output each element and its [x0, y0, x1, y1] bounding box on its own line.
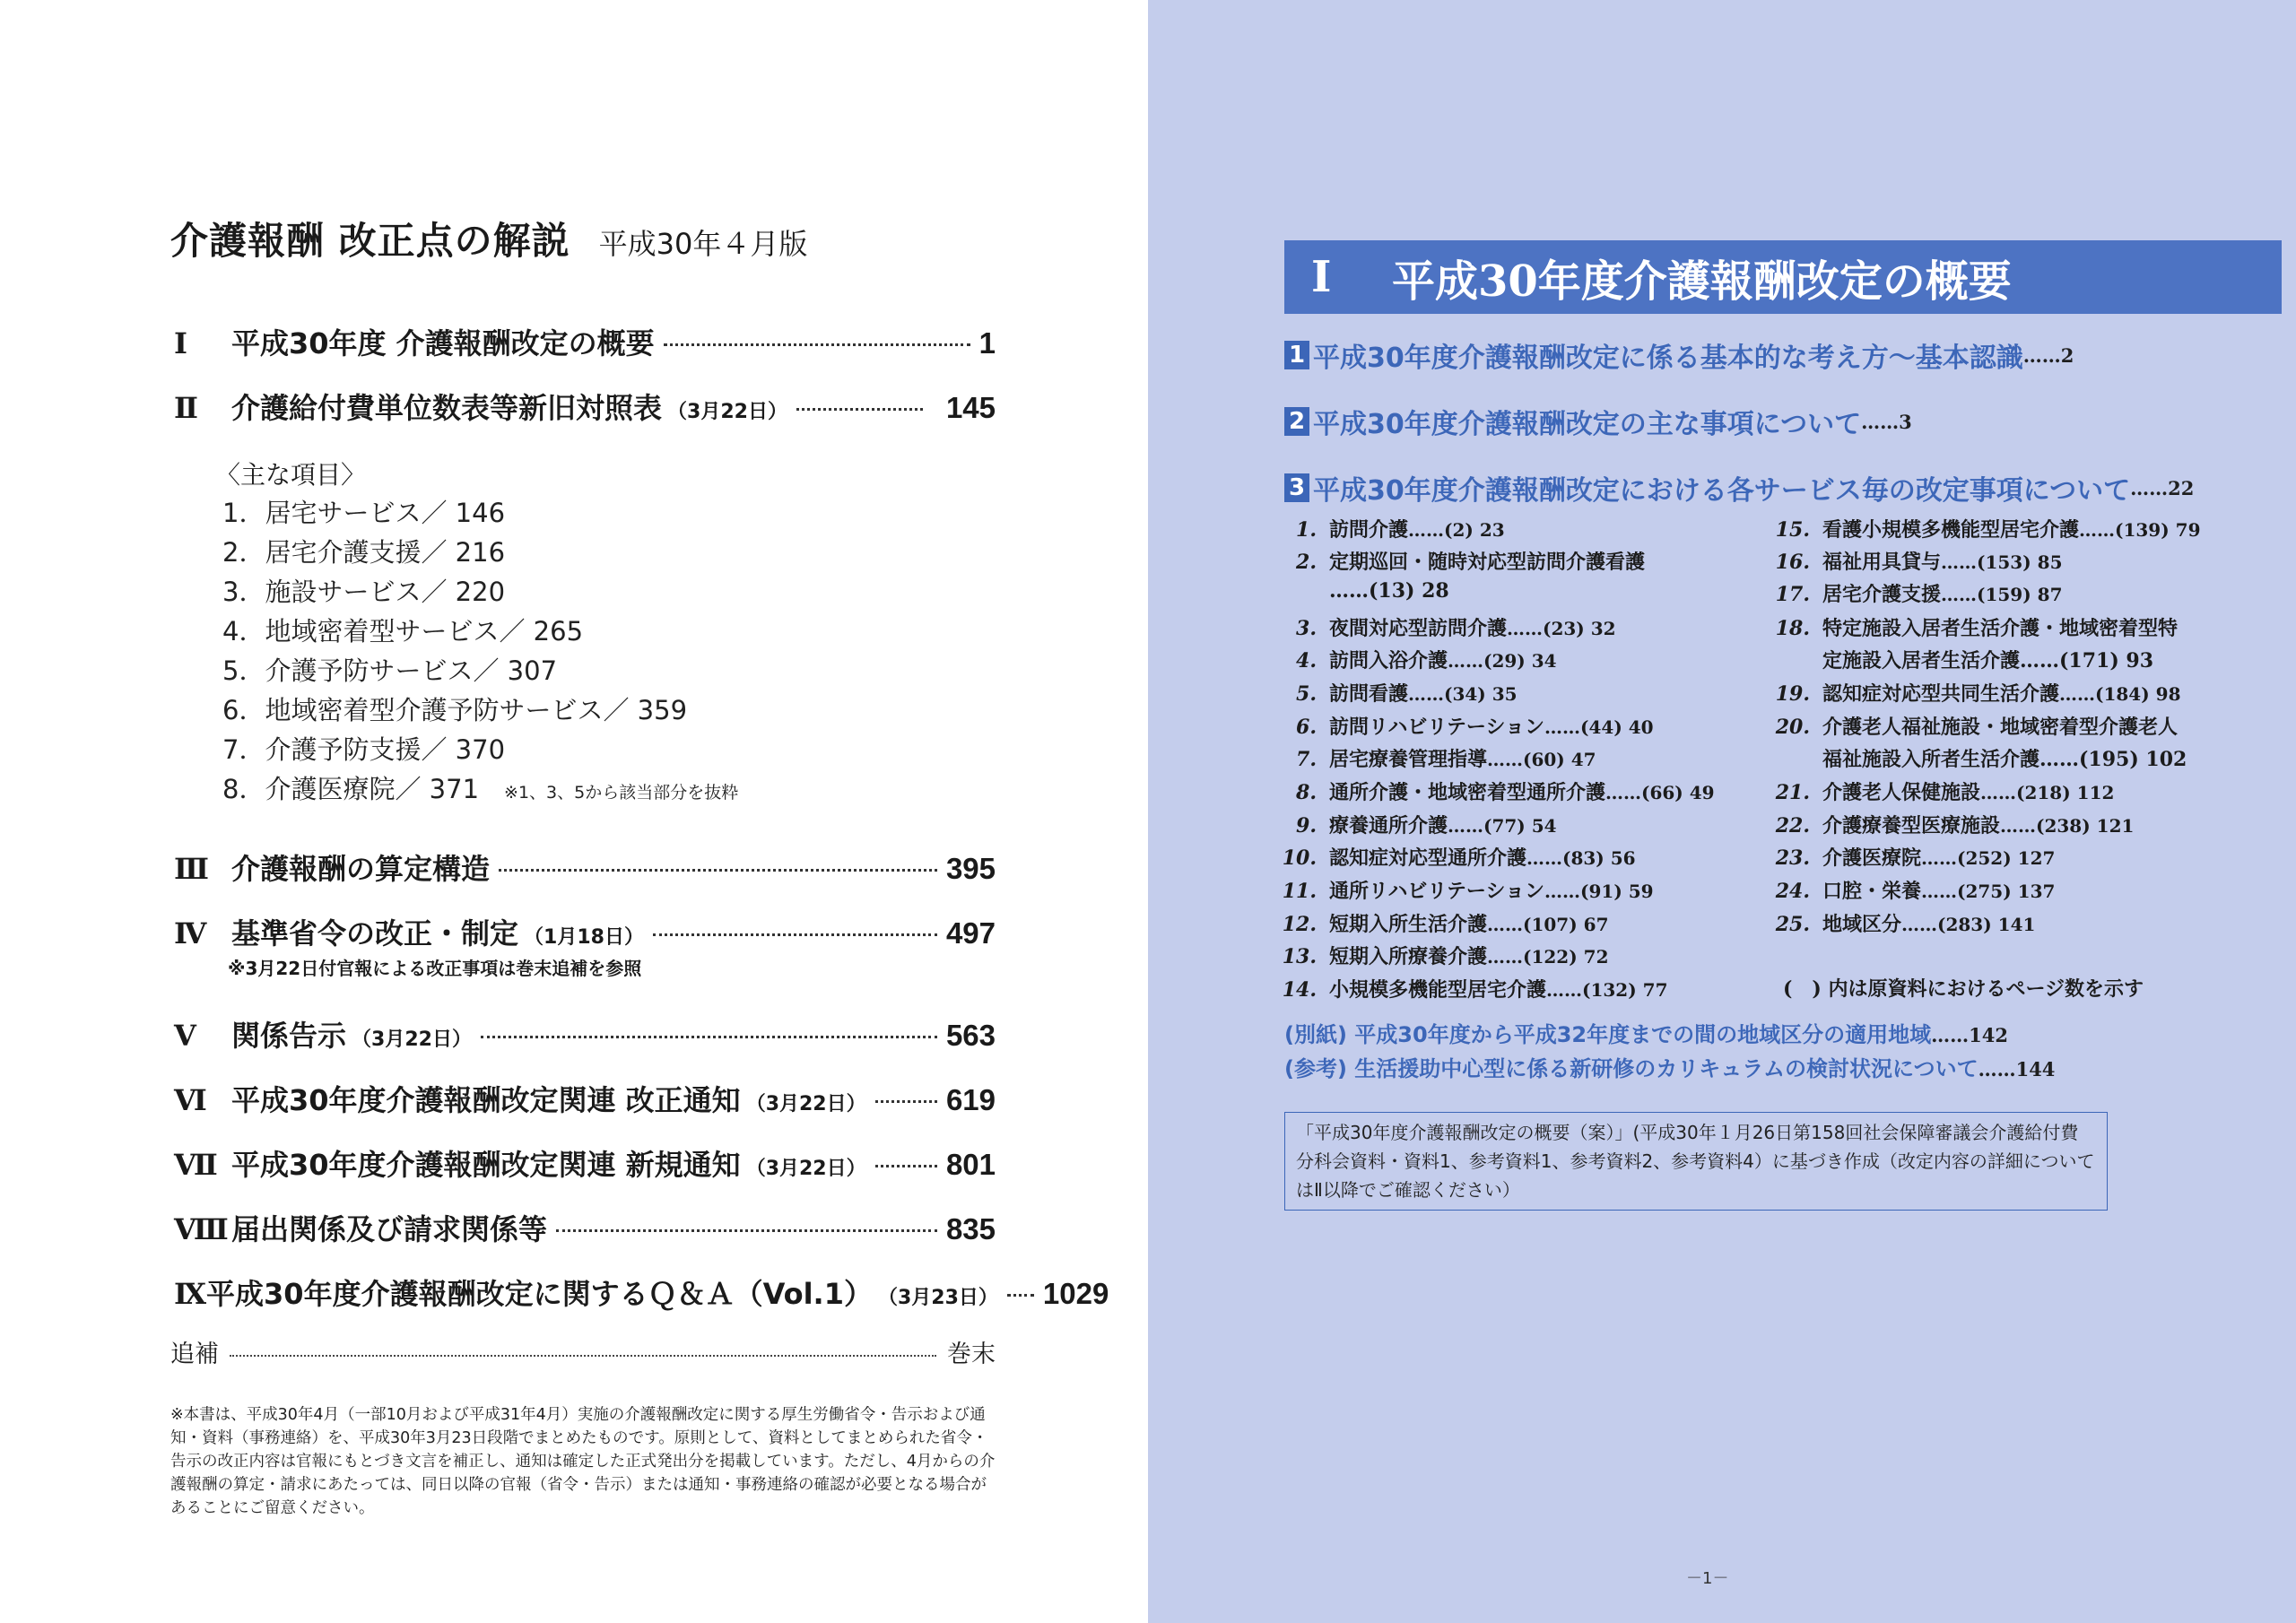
- leader-dots: [875, 1165, 937, 1167]
- leader-dots: [1007, 1294, 1034, 1297]
- service-item[interactable]: [1277, 975, 1667, 1002]
- service-number: 9.: [1296, 814, 1317, 838]
- page-number: －1－: [1686, 1569, 1729, 1588]
- main-item: 6．地域密着型介護予防サービス／ 359: [222, 695, 688, 725]
- service-title: 通所リハビリテーション: [1329, 880, 1545, 903]
- main-item: 7．介護予防支援／ 370: [222, 734, 506, 765]
- main-items-note: ※1、3、5から該当部分を抜粋: [504, 783, 739, 803]
- service-item[interactable]: [1770, 811, 2134, 838]
- service-number: 2.: [1296, 551, 1317, 574]
- toc-entry[interactable]: [170, 1207, 996, 1250]
- service-item[interactable]: [1277, 811, 1557, 838]
- section-number-badge: 2: [1284, 407, 1309, 436]
- toc-entry[interactable]: [170, 1142, 996, 1185]
- service-continuation: ……(13) 28: [1329, 579, 1449, 603]
- toc-page: 801: [945, 1148, 996, 1181]
- service-page: ……(29) 34: [1448, 650, 1557, 672]
- section-entry[interactable]: [1284, 402, 1912, 441]
- toc-title: 介護給付費単位数表等新旧対照表: [231, 391, 663, 425]
- toc-title: 平成30年度介護報酬改定に関するＱ＆Ａ（Vol.1）: [206, 1277, 873, 1311]
- service-title: 認知症対応型通所介護: [1329, 846, 1527, 870]
- service-title: 夜間対応型訪問介護: [1329, 617, 1508, 640]
- main-item: 3．施設サービス／ 220: [222, 577, 506, 607]
- service-page: ……(83) 56: [1526, 847, 1636, 869]
- service-number: 22.: [1775, 814, 1810, 838]
- annex-label: (参考) 生活援助中心型に係る新研修のカリキュラムの検討状況について: [1284, 1056, 1979, 1081]
- toc-number: Ⅸ: [174, 1277, 207, 1311]
- service-number: 16.: [1775, 551, 1810, 574]
- service-page: ……(44) 40: [1544, 716, 1654, 738]
- service-number: 24.: [1775, 880, 1810, 903]
- leader-dots: [499, 869, 937, 872]
- service-item[interactable]: [1277, 843, 1636, 871]
- toc-page: 835: [945, 1212, 996, 1245]
- toc-date: （3月22日）: [667, 401, 787, 423]
- service-item[interactable]: [1277, 909, 1608, 937]
- service-number: 20.: [1775, 716, 1810, 739]
- service-page: ……(77) 54: [1448, 815, 1557, 837]
- toc-date: （1月18日）: [524, 926, 644, 949]
- service-page: ……(184) 98: [2059, 683, 2181, 705]
- service-title: 定期巡回・随時対応型訪問介護看護: [1329, 551, 1646, 574]
- service-title: 介護医療院: [1822, 846, 1922, 870]
- main-item: 1．居宅サービス／ 146: [222, 498, 506, 528]
- service-item[interactable]: [1770, 909, 2035, 937]
- toc-number: Ⅵ: [174, 1083, 207, 1117]
- toc-title: 介護報酬の算定構造: [231, 852, 491, 886]
- service-page: ……(275) 137: [1921, 881, 2056, 902]
- section-title: 平成30年度介護報酬改定に係る基本的な考え方～基本認識: [1313, 343, 2023, 374]
- service-title: 療養通所介護: [1329, 814, 1448, 838]
- service-page: ……(91) 59: [1544, 881, 1654, 902]
- toc-number: Ⅶ: [174, 1148, 218, 1182]
- chapter-number: Ⅰ: [1311, 252, 1332, 302]
- service-item[interactable]: [1277, 515, 1505, 542]
- service-title: 訪問入浴介護: [1329, 649, 1448, 673]
- service-number: 18.: [1775, 617, 1810, 640]
- service-page: ……(34) 35: [1408, 683, 1518, 705]
- toc-page: 1029: [1042, 1277, 1109, 1310]
- service-page: ……(66) 49: [1605, 782, 1715, 803]
- service-item[interactable]: [1770, 876, 2055, 904]
- service-title: 介護老人保健施設: [1822, 781, 1981, 804]
- leader-dots: [664, 343, 970, 346]
- service-title: 居宅療養管理指導: [1329, 748, 1488, 771]
- toc-entry[interactable]: [170, 1271, 1109, 1315]
- service-item[interactable]: [1277, 679, 1518, 707]
- service-title: 短期入所療養介護: [1329, 945, 1488, 968]
- service-title: 通所介護・地域密着型通所介護: [1329, 781, 1606, 804]
- service-number: 21.: [1775, 781, 1810, 804]
- section-page: ……2: [2022, 343, 2074, 367]
- service-item[interactable]: [1277, 547, 1645, 575]
- section-title: 平成30年度介護報酬改定の主な事項について: [1313, 409, 1862, 440]
- toc-entry[interactable]: [170, 846, 996, 890]
- service-title: 看護小規模多機能型居宅介護: [1822, 518, 2080, 542]
- main-item: 4．地域密着型サービス／ 265: [222, 616, 584, 647]
- book-title: [170, 212, 807, 265]
- chapter-header: [1284, 240, 2282, 314]
- toc-page: 1: [978, 326, 996, 360]
- leader-dots: [653, 933, 937, 936]
- supplement-entry[interactable]: [170, 1334, 996, 1369]
- service-page: ……(122) 72: [1487, 946, 1609, 968]
- toc-page: 563: [945, 1019, 996, 1052]
- service-item[interactable]: [1770, 579, 2062, 607]
- toc-page: 395: [945, 852, 996, 885]
- service-number: 8.: [1296, 781, 1317, 804]
- service-number: 4.: [1296, 649, 1317, 673]
- service-item[interactable]: [1277, 646, 1557, 673]
- service-number: 7.: [1296, 748, 1317, 771]
- service-title: 特定施設入居者生活介護・地域密着型特: [1822, 617, 2179, 640]
- main-item: 2．居宅介護支援／ 216: [222, 537, 506, 568]
- service-title: 訪問介護: [1329, 518, 1409, 542]
- service-number: 13.: [1282, 945, 1317, 968]
- service-page: ……(60) 47: [1487, 749, 1596, 770]
- toc-entry[interactable]: [170, 1078, 996, 1121]
- service-title: 居宅介護支援: [1822, 583, 1942, 606]
- section-page: ……22: [2130, 476, 2195, 499]
- service-item[interactable]: [1277, 744, 1596, 772]
- service-item[interactable]: [1770, 547, 2062, 575]
- service-title: 介護療養型医療施設: [1822, 814, 2001, 838]
- toc-page: 497: [945, 916, 996, 950]
- service-item[interactable]: [1770, 843, 2055, 871]
- service-item[interactable]: [1770, 515, 2200, 542]
- source-note-box: 「平成30年度介護報酬改定の概要（案）」(平成30年１月26日第158回社会保障審議会介護給付費分科会資料・資料1、参考資料1、参考資料2、参考資料4）に基づき作成（改定内容の詳細についてはⅡ以降でご確認ください）: [1284, 1112, 2108, 1211]
- toc-number: Ⅷ: [174, 1212, 229, 1246]
- toc-number: Ⅴ: [174, 1019, 196, 1053]
- service-title: 口腔・栄養: [1822, 880, 1922, 903]
- service-title: 地域区分: [1822, 913, 1902, 936]
- service-title: 福祉用具貸与: [1822, 551, 1942, 574]
- toc-title: 届出関係及び請求関係等: [231, 1212, 548, 1246]
- service-page: ……(252) 127: [1921, 847, 2056, 869]
- service-number: 23.: [1775, 846, 1810, 870]
- annex-page: ……144: [1978, 1058, 2056, 1081]
- toc-title: 基準省令の改正・制定: [231, 916, 519, 950]
- section-number-badge: 1: [1284, 341, 1309, 369]
- leader-dots: [481, 1036, 937, 1038]
- service-item[interactable]: [1770, 777, 2114, 805]
- service-page: ……(153) 85: [1941, 551, 2063, 573]
- service-title: 認知症対応型共同生活介護: [1822, 682, 2060, 706]
- leader-dots: [230, 1355, 936, 1357]
- service-continuation: 定施設入居者生活介護……(171) 93: [1822, 649, 2154, 673]
- toc-title: 平成30年度 介護報酬改定の概要: [231, 326, 655, 360]
- service-page: ……(238) 121: [2000, 815, 2135, 837]
- section-page: ……3: [1861, 410, 1912, 433]
- service-number: 1.: [1296, 518, 1317, 542]
- toc-entry[interactable]: [170, 1013, 996, 1056]
- service-title: 短期入所生活介護: [1329, 913, 1488, 936]
- service-number: 10.: [1282, 846, 1317, 870]
- service-item[interactable]: [1770, 712, 2178, 740]
- toc-entry[interactable]: [170, 911, 996, 954]
- service-page: ……(283) 141: [1901, 914, 2036, 935]
- service-number: 17.: [1775, 583, 1810, 606]
- chapter-title: 平成30年度介護報酬改定の概要: [1392, 256, 2012, 307]
- service-page: ……(159) 87: [1941, 584, 2063, 605]
- service-number: 12.: [1282, 913, 1317, 936]
- service-number: 25.: [1775, 913, 1810, 936]
- toc-page: 619: [945, 1083, 996, 1116]
- service-continuation: 福祉施設入所者生活介護……(195) 102: [1822, 748, 2187, 771]
- leader-dots: [556, 1229, 937, 1232]
- annex-label: (別紙) 平成30年度から平成32年度までの間の地域区分の適用地域: [1284, 1022, 1932, 1047]
- service-number: 11.: [1282, 880, 1317, 903]
- book-edition: 平成30年４月版: [598, 227, 808, 261]
- toc-date: （3月23日）: [877, 1287, 998, 1309]
- main-item: 5．介護予防サービス／ 307: [222, 655, 558, 686]
- toc-title: 平成30年度介護報酬改定関連 新規通知: [231, 1148, 741, 1182]
- service-number: 15.: [1775, 518, 1810, 542]
- toc-title: 平成30年度介護報酬改定関連 改正通知: [231, 1083, 741, 1117]
- toc-number: Ⅱ: [174, 391, 198, 425]
- service-page: ……(23) 32: [1507, 618, 1616, 639]
- service-item[interactable]: [1277, 712, 1654, 740]
- toc-date: （3月22日）: [352, 1028, 472, 1051]
- service-page: ……(107) 67: [1487, 914, 1609, 935]
- service-item[interactable]: [1277, 613, 1616, 641]
- annex-entry[interactable]: [1284, 1051, 2055, 1082]
- service-number: 3.: [1296, 617, 1317, 640]
- toc-number: Ⅳ: [174, 916, 207, 950]
- section-number-badge: 3: [1284, 473, 1309, 502]
- toc-number: Ⅲ: [174, 852, 209, 886]
- leader-dots: [875, 1100, 937, 1103]
- service-page: ……(218) 112: [1980, 782, 2115, 803]
- toc-entry[interactable]: [170, 386, 996, 429]
- toc-number: Ⅰ: [174, 326, 187, 360]
- supplement-page: 巻末: [947, 1341, 996, 1368]
- toc-title: 関係告示: [231, 1019, 347, 1053]
- service-item[interactable]: [1277, 777, 1715, 805]
- service-item[interactable]: [1770, 679, 2180, 707]
- supplement-label: 追補: [170, 1341, 219, 1368]
- footnote: ※本書は、平成30年4月（一部10月および平成31年4月）実施の介護報酬改定に関する厚生労働省令・告示および通知・資料（事務連絡）を、平成30年3月23日段階でまとめたものです。原則として、資料としてまとめられた省令・告示の改正内容は官報にもとづき文言を補正し、通知は確定した正式発出分を掲載しています。ただし、4月からの介護報酬の算定・請求にあたっては、同日以降の官報（省令・告示）または通知・事務連絡の確認が必要となる場合があることにご留意ください。: [170, 1406, 996, 1517]
- service-number: 5.: [1296, 682, 1317, 706]
- main-item-last: [222, 769, 738, 806]
- service-number: 14.: [1282, 978, 1317, 1002]
- service-number: 19.: [1775, 682, 1810, 706]
- service-page: ……(139) 79: [2079, 519, 2201, 541]
- toc-date: （3月22日）: [745, 1093, 866, 1115]
- page-number-note: ( ) 内は原資料におけるページ数を示す: [1783, 977, 2144, 1001]
- service-page: ……(132) 77: [1546, 979, 1668, 1001]
- annex-entry[interactable]: [1284, 1017, 2008, 1048]
- book-title-main: 介護報酬 改正点の解説: [170, 219, 570, 263]
- service-title: 訪問リハビリテーション: [1329, 716, 1545, 739]
- service-title: 訪問看護: [1329, 682, 1409, 706]
- annex-page: ……142: [1931, 1024, 2008, 1046]
- toc-date: （3月22日）: [745, 1158, 866, 1180]
- service-item[interactable]: [1277, 876, 1654, 904]
- toc-page: 145: [945, 391, 996, 424]
- toc-note: ※3月22日付官報による改正事項は巻末追補を参照: [228, 958, 642, 979]
- service-item[interactable]: [1770, 613, 2178, 641]
- main-item-label: 8．介護医療院／ 371: [222, 774, 480, 804]
- service-page: ……(2) 23: [1408, 519, 1505, 541]
- service-title: 介護老人福祉施設・地域密着型介護老人: [1822, 716, 2179, 739]
- section-entry[interactable]: [1284, 468, 2194, 508]
- main-items-heading: 〈主な項目〉: [215, 460, 367, 490]
- toc-entry[interactable]: [170, 321, 996, 364]
- service-number: 6.: [1296, 716, 1317, 739]
- service-item[interactable]: [1277, 942, 1608, 969]
- section-entry[interactable]: [1284, 335, 2074, 375]
- leader-dots: [796, 408, 923, 411]
- section-title: 平成30年度介護報酬改定における各サービス毎の改定事項について: [1313, 475, 2131, 507]
- service-title: 小規模多機能型居宅介護: [1329, 978, 1547, 1002]
